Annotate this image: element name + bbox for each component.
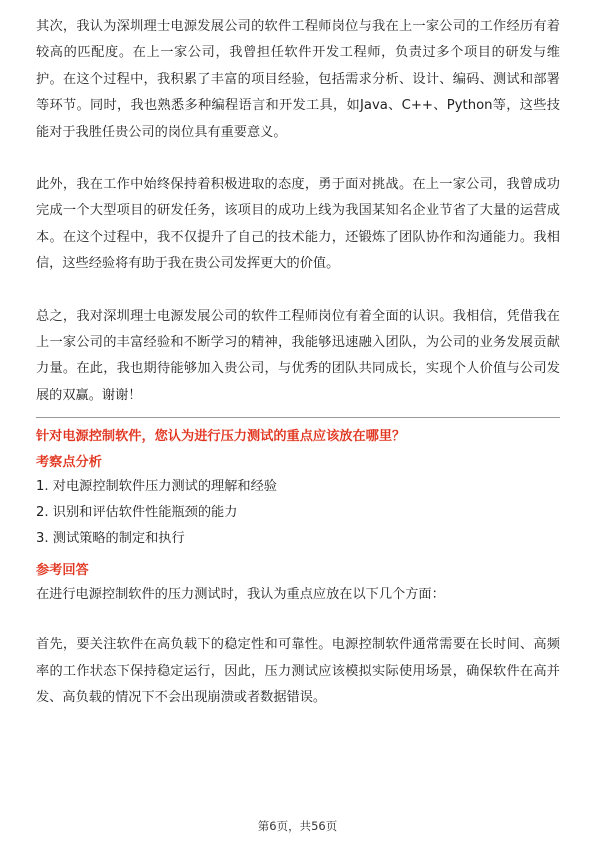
analysis-item-2: 2. 识别和评估软件性能瓶颈的能力: [36, 505, 238, 521]
analysis-item-3: 3. 测试策略的制定和执行: [36, 531, 185, 547]
answer-intro: 在进行电源控制软件的压力测试时，我认为重点应放在以下几个方面：: [36, 587, 445, 603]
answer-heading: 参考回答: [36, 563, 89, 579]
analysis-heading: 考察点分析: [36, 455, 102, 471]
body-paragraph-3: 总之，我对深圳理士电源发展公司的软件工程师岗位有着全面的认识。我相信，凭借我在上一家公司的丰富经验和不断学习的精神，我能够迅速融入团队，为公司的业务发展贡献力量。在此，我也期待能够加入贵公司，与优秀的团队共同成长，实现个人价值与公司发展的双赢。谢谢！: [36, 308, 560, 403]
answer-paragraph-1: 首先，要关注软件在高负载下的稳定性和可靠性。电源控制软件通常需要在长时间、高频率的工作状态下保持稳定运行，因此，压力测试应该模拟实际使用场景，确保软件在高并发、高负载的情况下不会出现崩溃或者数据错误。: [36, 637, 560, 706]
analysis-item-1: 1. 对电源控制软件压力测试的理解和经验: [36, 479, 277, 495]
interview-question: 针对电源控制软件，您认为进行压力测试的重点应该放在哪里？: [36, 429, 406, 445]
body-paragraph-1: 其次，我认为深圳理士电源发展公司的软件工程师岗位与我在上一家公司的工作经历有着较高的匹配度。在上一家公司，我曾担任软件开发工程师，负责过多个项目的研发与维护。在这个过程中，我积累了丰富的项目经验，包括需求分析、设计、编码、测试和部署等环节。同时，我也熟悉多种编程语言和开发工具，如Java、C++、Python等，这些技能对于我胜任贵公司的岗位具有重要意义。: [36, 19, 560, 140]
section-divider: [36, 417, 560, 418]
body-paragraph-2: 此外，我在工作中始终保持着积极进取的态度，勇于面对挑战。在上一家公司，我曾成功完成一个大型项目的研发任务，该项目的成功上线为我国某知名企业节省了大量的运营成本。在这个过程中，我不仅提升了自己的技术能力，还锻炼了团队协作和沟通能力。我相信，这些经验将有助于我在贵公司发挥更大的价值。: [36, 177, 560, 272]
document-page: [36, 14, 560, 712]
page-number-footer: 第6页，共56页: [257, 819, 338, 833]
